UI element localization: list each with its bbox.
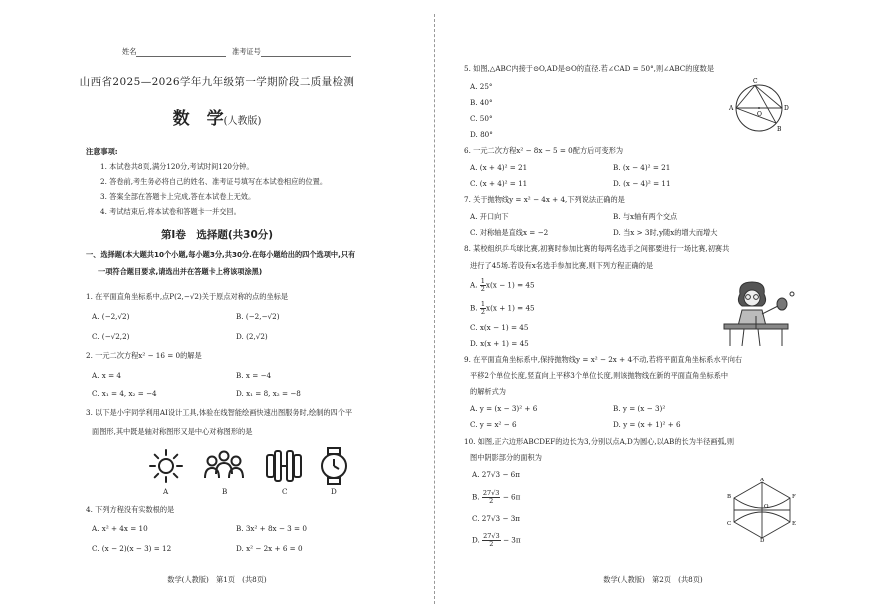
question-2-stem: 2. 一元二次方程x² − 16 = 0的解是 <box>86 351 202 360</box>
question-9-stem: 9. 在平面直角坐标系中,保持抛物线y = x² − 2x + 4不动,若将平面直角坐标系水平向右 <box>464 355 743 364</box>
q8-a-prefix: A. <box>470 280 478 290</box>
fraction <box>482 533 501 548</box>
note-item: 4. 考试结束后,将本试卷和答题卡一并交回。 <box>100 207 241 216</box>
q1-option-b[interactable]: B. (−2,−√2) <box>236 312 280 321</box>
people-group-icon[interactable] <box>204 448 244 484</box>
question-8-stem-cont: 进行了45场.若设有x名选手参加比赛,则下列方程正确的是 <box>470 261 654 270</box>
fraction-num: 1 <box>480 277 485 285</box>
fraction <box>482 490 501 505</box>
q9-option-a[interactable]: A. y = (x − 3)² + 6 <box>470 404 538 413</box>
name-blank <box>136 49 226 57</box>
q8-d-prefix: D. <box>470 339 478 348</box>
q5-option-b[interactable]: B. 40° <box>470 98 493 107</box>
circle-figure <box>728 77 790 139</box>
q8-b-expr: x(x + 1) = 45 <box>486 303 535 313</box>
fig-label-b: B <box>777 126 782 133</box>
notes-title: 注意事项: <box>86 147 118 156</box>
q10-b-expr: − 6π <box>502 492 521 502</box>
q3-option-c[interactable]: C <box>282 487 288 496</box>
q2-option-d[interactable]: D. x₁ = 8, x₂ = −8 <box>236 389 301 398</box>
exam-number-label: 准考证号 <box>232 47 261 56</box>
q4-option-b[interactable]: B. 3x² + 8x − 3 = 0 <box>236 524 307 533</box>
q10-d-expr: − 3π <box>502 535 521 545</box>
q5-option-a[interactable]: A. 25° <box>470 82 493 91</box>
hex-label-d: D <box>760 538 765 542</box>
q6-option-d[interactable]: D. (x − 4)² = 11 <box>613 179 671 188</box>
q3-option-d[interactable]: D <box>331 487 337 496</box>
q8-c-expr: x(x − 1) = 45 <box>479 323 529 332</box>
subject-title: 数 学 <box>172 109 224 129</box>
q4-option-a[interactable]: A. x² + 4x = 10 <box>92 524 148 533</box>
right-page <box>436 0 870 615</box>
hex-label-a: A <box>760 478 764 483</box>
q4-option-c[interactable]: C. (x − 2)(x − 3) = 12 <box>92 544 172 553</box>
q6-option-c[interactable]: C. (x + 4)² = 11 <box>470 179 528 188</box>
q5-option-c[interactable]: C. 50° <box>470 114 493 123</box>
q9-option-c[interactable]: C. y = x² − 6 <box>470 420 517 429</box>
fig-label-a: A <box>729 105 734 112</box>
q7-option-c[interactable]: C. 对称轴是直线x = −2 <box>470 228 549 237</box>
page-divider <box>434 14 435 604</box>
exam-number-blank <box>261 49 351 57</box>
question-7-stem: 7. 关于抛物线y = x² − 4x + 4,下列说法正确的是 <box>464 195 625 204</box>
question-4-stem: 4. 下列方程没有实数根的是 <box>86 505 175 514</box>
hex-label-b: B <box>727 494 732 500</box>
fraction-den: 2 <box>480 308 486 316</box>
q1-option-d[interactable]: D. (2,√2) <box>236 332 268 341</box>
q8-option-d[interactable] <box>470 339 529 349</box>
subject-heading <box>0 104 434 129</box>
q6-option-a[interactable]: A. (x + 4)² = 21 <box>470 163 528 172</box>
left-page <box>0 0 434 615</box>
question-9-stem-cont2: 的解析式为 <box>470 387 506 396</box>
question-10-stem-cont: 图中阴影部分的面积为 <box>470 453 542 462</box>
fig-label-d: D <box>784 105 789 112</box>
q10-option-b[interactable] <box>472 490 520 505</box>
q2-option-a[interactable]: A. x = 4 <box>92 371 121 380</box>
q8-a-expr: x(x − 1) = 45 <box>485 280 535 290</box>
q3-option-b[interactable]: B <box>222 487 228 496</box>
q7-option-a[interactable]: A. 开口向下 <box>470 212 509 221</box>
q8-option-a[interactable] <box>470 278 535 293</box>
q6-option-b[interactable]: B. (x − 4)² = 21 <box>613 163 671 172</box>
section-title: 第Ⅰ卷 选择题(共30分) <box>160 229 274 241</box>
q9-option-b[interactable]: B. y = (x − 3)² <box>613 404 666 413</box>
exam-number-field <box>232 47 351 57</box>
q10-option-a[interactable]: A. 27√3 − 6π <box>472 470 520 479</box>
note-item: 3. 答案全部在答题卡上完成,答在本试卷上无效。 <box>100 192 256 201</box>
sun-icon[interactable] <box>148 448 184 484</box>
fraction-den: 2 <box>480 285 485 293</box>
q10-option-d[interactable] <box>472 533 521 548</box>
question-8-stem: 8. 某校组织乒乓球比赛,初赛时参加比赛的每两名选手之间都要进行一场比赛,初赛共 <box>464 244 730 253</box>
dumbbell-icon[interactable] <box>264 448 304 484</box>
hex-label-o: O <box>764 504 769 510</box>
q10-option-c[interactable]: C. 27√3 − 3π <box>472 514 520 523</box>
fraction-den: 2 <box>489 497 494 505</box>
page-footer: 数学(人教版) 第2页 (共8页) <box>603 575 703 584</box>
watch-icon[interactable] <box>318 446 350 486</box>
q2-option-b[interactable]: B. x = −4 <box>236 371 272 380</box>
note-item: 1. 本试卷共8页,满分120分,考试时间120分钟。 <box>100 162 254 171</box>
ping-pong-player-illustration <box>718 280 802 350</box>
fraction-num: 1 <box>480 300 486 308</box>
fraction-den: 2 <box>489 540 494 548</box>
q1-option-c[interactable]: C. (−√2,2) <box>92 332 130 341</box>
name-label: 姓名 <box>122 47 137 56</box>
question-1-stem: 1. 在平面直角坐标系中,点P(2,−√2)关于原点对称的点的坐标是 <box>86 292 289 301</box>
fig-label-c: C <box>753 78 758 85</box>
q10-d-prefix: D. <box>472 535 480 545</box>
question-9-stem-cont: 平移2个单位长度,竖直向上平移3个单位长度,则该抛物线在新的平面直角坐标系中 <box>470 371 729 380</box>
q3-option-a[interactable]: A <box>163 487 169 496</box>
hex-label-e: E <box>792 521 797 527</box>
q8-d-expr: x(x + 1) = 45 <box>480 339 529 348</box>
instruction-line-1: 一、选择题(本大题共10个小题,每小题3分,共30分.在每小题给出的四个选项中,只有 <box>86 250 356 259</box>
question-5-stem: 5. 如图,△ABC内接于⊙O,AD是⊙O的直径.若∠CAD = 50°,则∠ABC的度数是 <box>464 64 715 73</box>
q4-option-d[interactable]: D. x² − 2x + 6 = 0 <box>236 544 303 553</box>
q2-option-c[interactable]: C. x₁ = 4, x₂ = −4 <box>92 389 157 398</box>
page-footer: 数学(人教版) 第1页 (共8页) <box>167 575 267 584</box>
question-3-stem-cont: 面图形,其中既是轴对称图形又是中心对称图形的是 <box>92 427 253 436</box>
q10-b-prefix: B. <box>472 492 480 502</box>
q9-option-d[interactable]: D. y = (x + 1)² + 6 <box>613 420 681 429</box>
exam-title: 山西省2025—2026学年九年级第一学期阶段二质量检测 <box>79 76 355 88</box>
q5-option-d[interactable]: D. 80° <box>470 130 493 139</box>
fig-label-o: O <box>757 111 762 118</box>
hexagon-figure <box>726 478 798 542</box>
fraction-num: 27√3 <box>482 489 500 497</box>
q8-option-c[interactable] <box>470 323 528 333</box>
q7-option-d[interactable]: D. 当x > 3时,y随x的增大而增大 <box>613 228 718 237</box>
q8-b-prefix: B. <box>470 303 478 313</box>
question-6-stem: 6. 一元二次方程x² − 8x − 5 = 0配方后可变形为 <box>464 146 624 155</box>
q1-option-a[interactable]: A. (−2,√2) <box>92 312 130 321</box>
q8-c-prefix: C. <box>470 323 478 332</box>
instruction-line-2: 一项符合题目要求,请选出并在答题卡上将该项涂黑) <box>98 267 263 276</box>
hex-label-c: C <box>727 521 732 527</box>
name-field <box>122 47 226 57</box>
fraction-num: 27√3 <box>483 532 500 540</box>
note-item: 2. 答卷前,考生务必将自己的姓名、准考证号填写在本试卷相应的位置。 <box>100 177 328 186</box>
hex-label-f: F <box>792 494 796 500</box>
question-10-stem: 10. 如图,正六边形ABCDEF的边长为3,分别以点A,D为圆心,以AB的长为半径画弧,则 <box>464 437 735 446</box>
subject-edition: (人教版) <box>223 116 262 127</box>
q7-option-b[interactable]: B. 与x轴有两个交点 <box>613 212 678 221</box>
q8-option-b[interactable] <box>470 301 535 316</box>
question-3-stem: 3. 以下是小宇同学利用AI设计工具,体验在线智能绘画快速出图服务时,绘制的四个平 <box>86 408 353 417</box>
